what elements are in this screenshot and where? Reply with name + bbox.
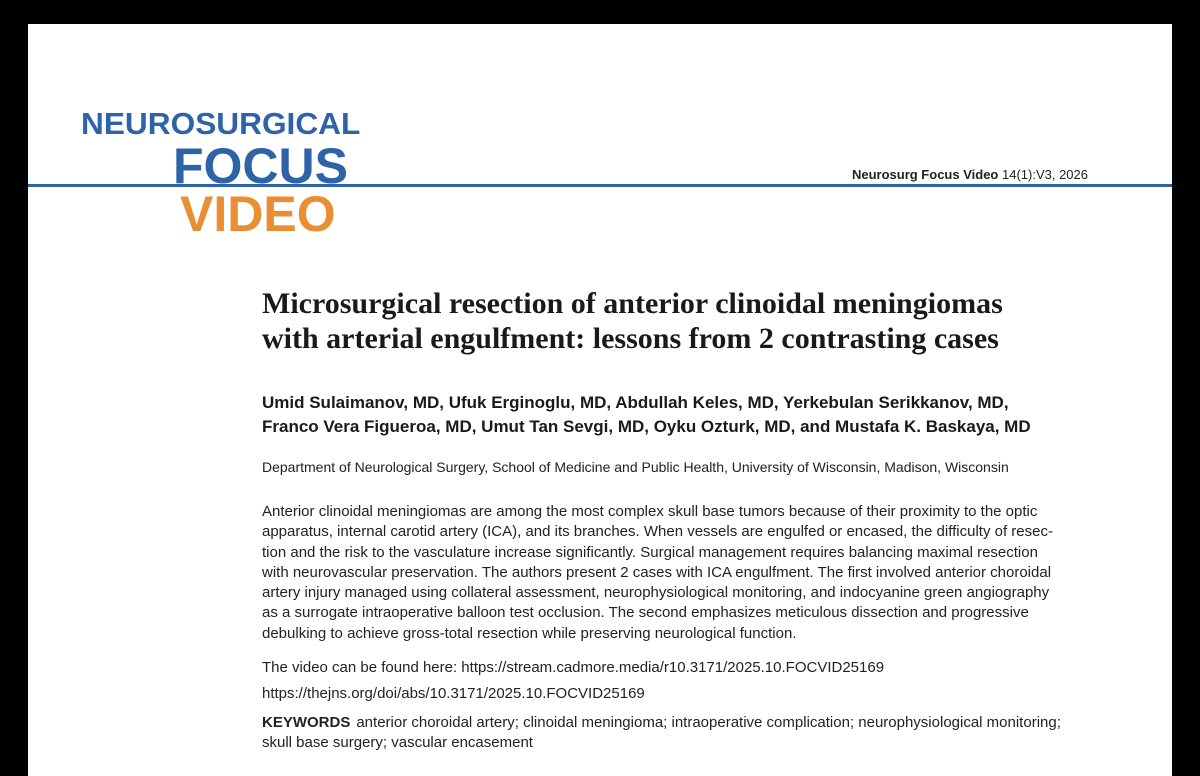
journal-citation [852,167,1088,182]
title-line: with arterial engulfment: lessons from 2 contrasting cases [262,322,999,355]
authors-line: Franco Vera Figueroa, MD, Umut Tan Sevgi, MD, Oyku Ozturk, MD, and Mustafa K. Baskaya, MD [262,417,1031,436]
journal-logo [81,106,361,242]
keywords-text: anterior choroidal artery; clinoidal meningioma; intraoperative complication; neurophysiological monitoring; skull base surgery; vascular encasement [262,714,1061,751]
logo-line-neurosurgical: NEUROSURGICAL [81,106,361,141]
citation-journal: Neurosurg Focus Video [851,167,999,182]
abstract-line: artery injury managed using collateral assessment, neurophysiological monitoring, and indocyanine green angiography [262,584,1050,602]
author-list [262,391,1122,439]
abstract [262,502,1092,644]
doi-link[interactable]: https://thejns.org/doi/abs/10.3171/2025.10.FOCVID25169 [262,685,645,702]
authors-line: Umid Sulaimanov, MD, Ufuk Erginoglu, MD, Abdullah Keles, MD, Yerkebulan Serikkanov, MD, [262,393,1009,412]
citation-volume: 14(1):V3, 2026 [998,167,1088,182]
article-title [262,286,1122,356]
abstract-line: with neurovascular preservation. The authors present 2 cases with ICA engulfment. The first involved anterior choroidal [262,563,1052,581]
article-page [28,24,1172,776]
logo-line-focus: FOCUS [173,138,348,194]
keywords-label: KEYWORDS [262,714,351,731]
affiliation: Department of Neurological Surgery, School of Medicine and Public Health, University of Wisconsin, Madison, Wisconsin [262,459,1009,475]
abstract-line: tion and the risk to the vasculature increase significantly. Surgical management requires balancing maximal resection [262,543,1038,561]
logo-line-video: VIDEO [180,186,336,242]
title-line: Microsurgical resection of anterior clinoidal meningiomas [262,287,1003,320]
video-link[interactable]: The video can be found here: https://stream.cadmore.media/r10.3171/2025.10.FOCVID25169 [262,659,885,676]
keywords [262,713,1092,753]
abstract-line: as a surrogate intraoperative balloon test occlusion. The second emphasizes meticulous dissection and progressive [262,604,1029,622]
abstract-line: debulking to achieve gross-total resection while preserving neurological function. [262,624,797,642]
abstract-line: Anterior clinoidal meningiomas are among the most complex skull base tumors because of their proximity to the optic [262,503,1038,520]
abstract-line: apparatus, internal carotid artery (ICA), and its branches. When vessels are engulfed or encased, the difficulty of resec- [262,523,1053,541]
